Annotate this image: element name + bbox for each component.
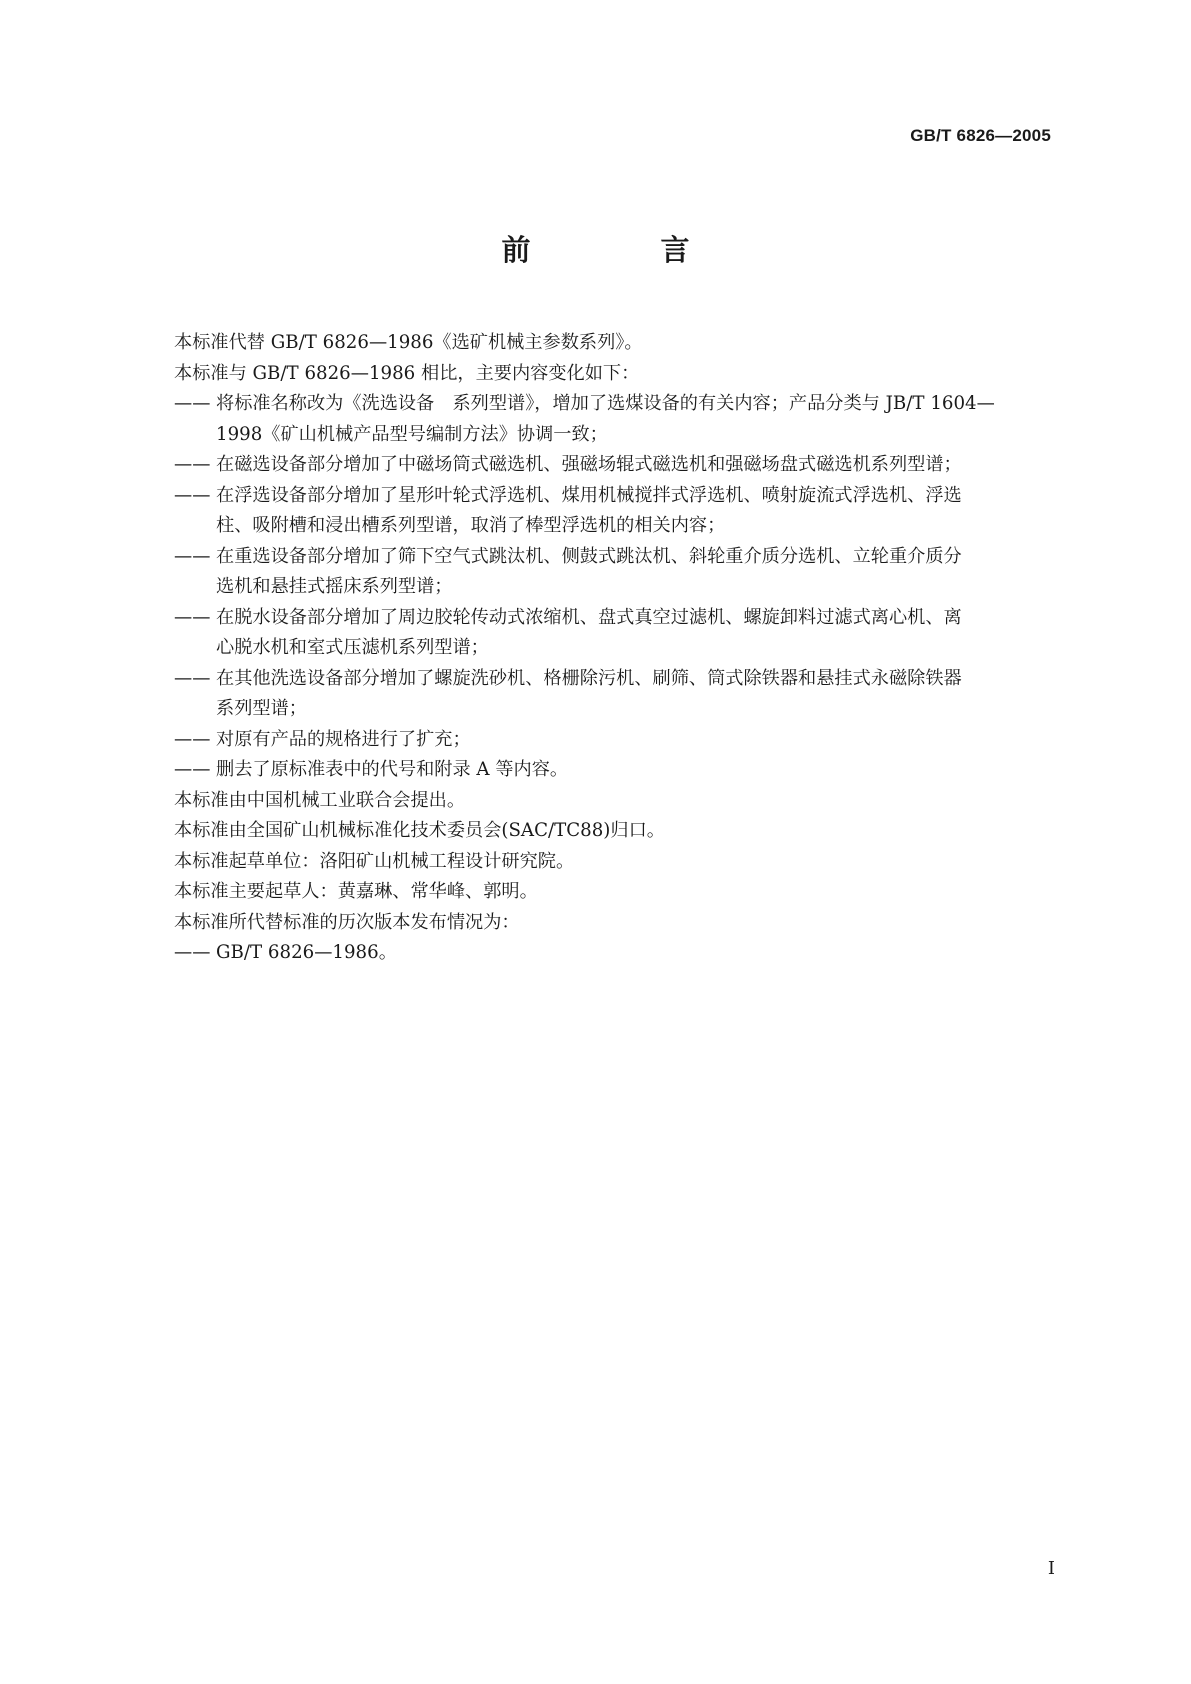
list-item-text: 在脱水设备部分增加了周边胶轮传动式浓缩机、盘式真空过滤机、螺旋卸料过滤式离心机、离 (216, 606, 962, 628)
list-item-text: GB/T 6826—1986。 (216, 942, 397, 963)
paragraph-drafting-unit: 本标准起草单位：洛阳矿山机械工程设计研究院。 (174, 850, 575, 872)
paragraph-history-intro: 本标准所代替标准的历次版本发布情况为： (174, 911, 520, 933)
dash-marker: —— (174, 393, 211, 414)
list-item-continuation: 系列型谱； (216, 698, 307, 719)
list-item-continuation: 心脱水机和室式压滤机系列型谱； (216, 637, 489, 658)
dash-marker: —— (174, 667, 211, 689)
dash-marker: —— (174, 942, 211, 963)
standard-code: GB/T 6826—2005 (910, 126, 1051, 145)
dash-marker: —— (174, 759, 211, 780)
list-item-text: 在重选设备部分增加了筛下空气式跳汰机、侧鼓式跳汰机、斜轮重介质分选机、立轮重介质分 (216, 545, 962, 567)
list-item (174, 938, 1054, 969)
paragraph-replaces: 本标准代替 GB/T 6826—1986《选矿机械主参数系列》。 (174, 332, 643, 353)
list-item-continuation: 1998《矿山机械产品型号编制方法》协调一致； (216, 423, 608, 445)
paragraph-committee: 本标准由全国矿山机械标准化技术委员会(SAC/TC88)归口。 (174, 820, 665, 841)
changes-list (174, 389, 1054, 786)
list-item-text: 对原有产品的规格进行了扩充； (216, 728, 471, 750)
document-body (174, 328, 1054, 969)
list-item (174, 450, 1054, 481)
list-item (174, 725, 1054, 756)
dash-marker: —— (174, 545, 211, 567)
dash-marker: —— (174, 454, 211, 475)
paragraph-changes-intro: 本标准与 GB/T 6826—1986 相比，主要内容变化如下： (174, 362, 640, 384)
list-item-text: 在浮选设备部分增加了星形叶轮式浮选机、煤用机械搅拌式浮选机、喷射旋流式浮选机、浮选 (216, 484, 962, 506)
list-item-text: 删去了原标准表中的代号和附录 A 等内容。 (216, 759, 569, 780)
list-item (174, 664, 1054, 725)
list-item-text: 在其他洗选设备部分增加了螺旋洗砂机、格栅除污机、刷筛、筒式除铁器和悬挂式永磁除铁器 (216, 667, 962, 689)
list-item-continuation: 柱、吸附槽和浸出槽系列型谱，取消了棒型浮选机的相关内容； (216, 515, 726, 536)
dash-marker: —— (174, 484, 211, 506)
list-item (174, 603, 1054, 664)
list-item-text: 在磁选设备部分增加了中磁场筒式磁选机、强磁场辊式磁选机和强磁场盘式磁选机系列型谱； (216, 454, 962, 475)
list-item (174, 542, 1054, 603)
list-item-continuation: 选机和悬挂式摇床系列型谱； (216, 576, 453, 597)
list-item (174, 481, 1054, 542)
dash-marker: —— (174, 728, 211, 750)
list-item-text: 将标准名称改为《洗选设备 系列型谱》，增加了选煤设备的有关内容；产品分类与 JB/T 1604— (216, 393, 995, 414)
paragraph-drafters: 本标准主要起草人：黄嘉琳、常华峰、郭明。 (174, 881, 538, 902)
list-item (174, 389, 1054, 450)
paragraph-proposer: 本标准由中国机械工业联合会提出。 (174, 789, 466, 811)
dash-marker: —— (174, 606, 211, 628)
page-number: I (1047, 1558, 1055, 1579)
list-item (174, 755, 1054, 786)
history-list (174, 938, 1054, 969)
page-title: 前 言 (501, 233, 750, 267)
